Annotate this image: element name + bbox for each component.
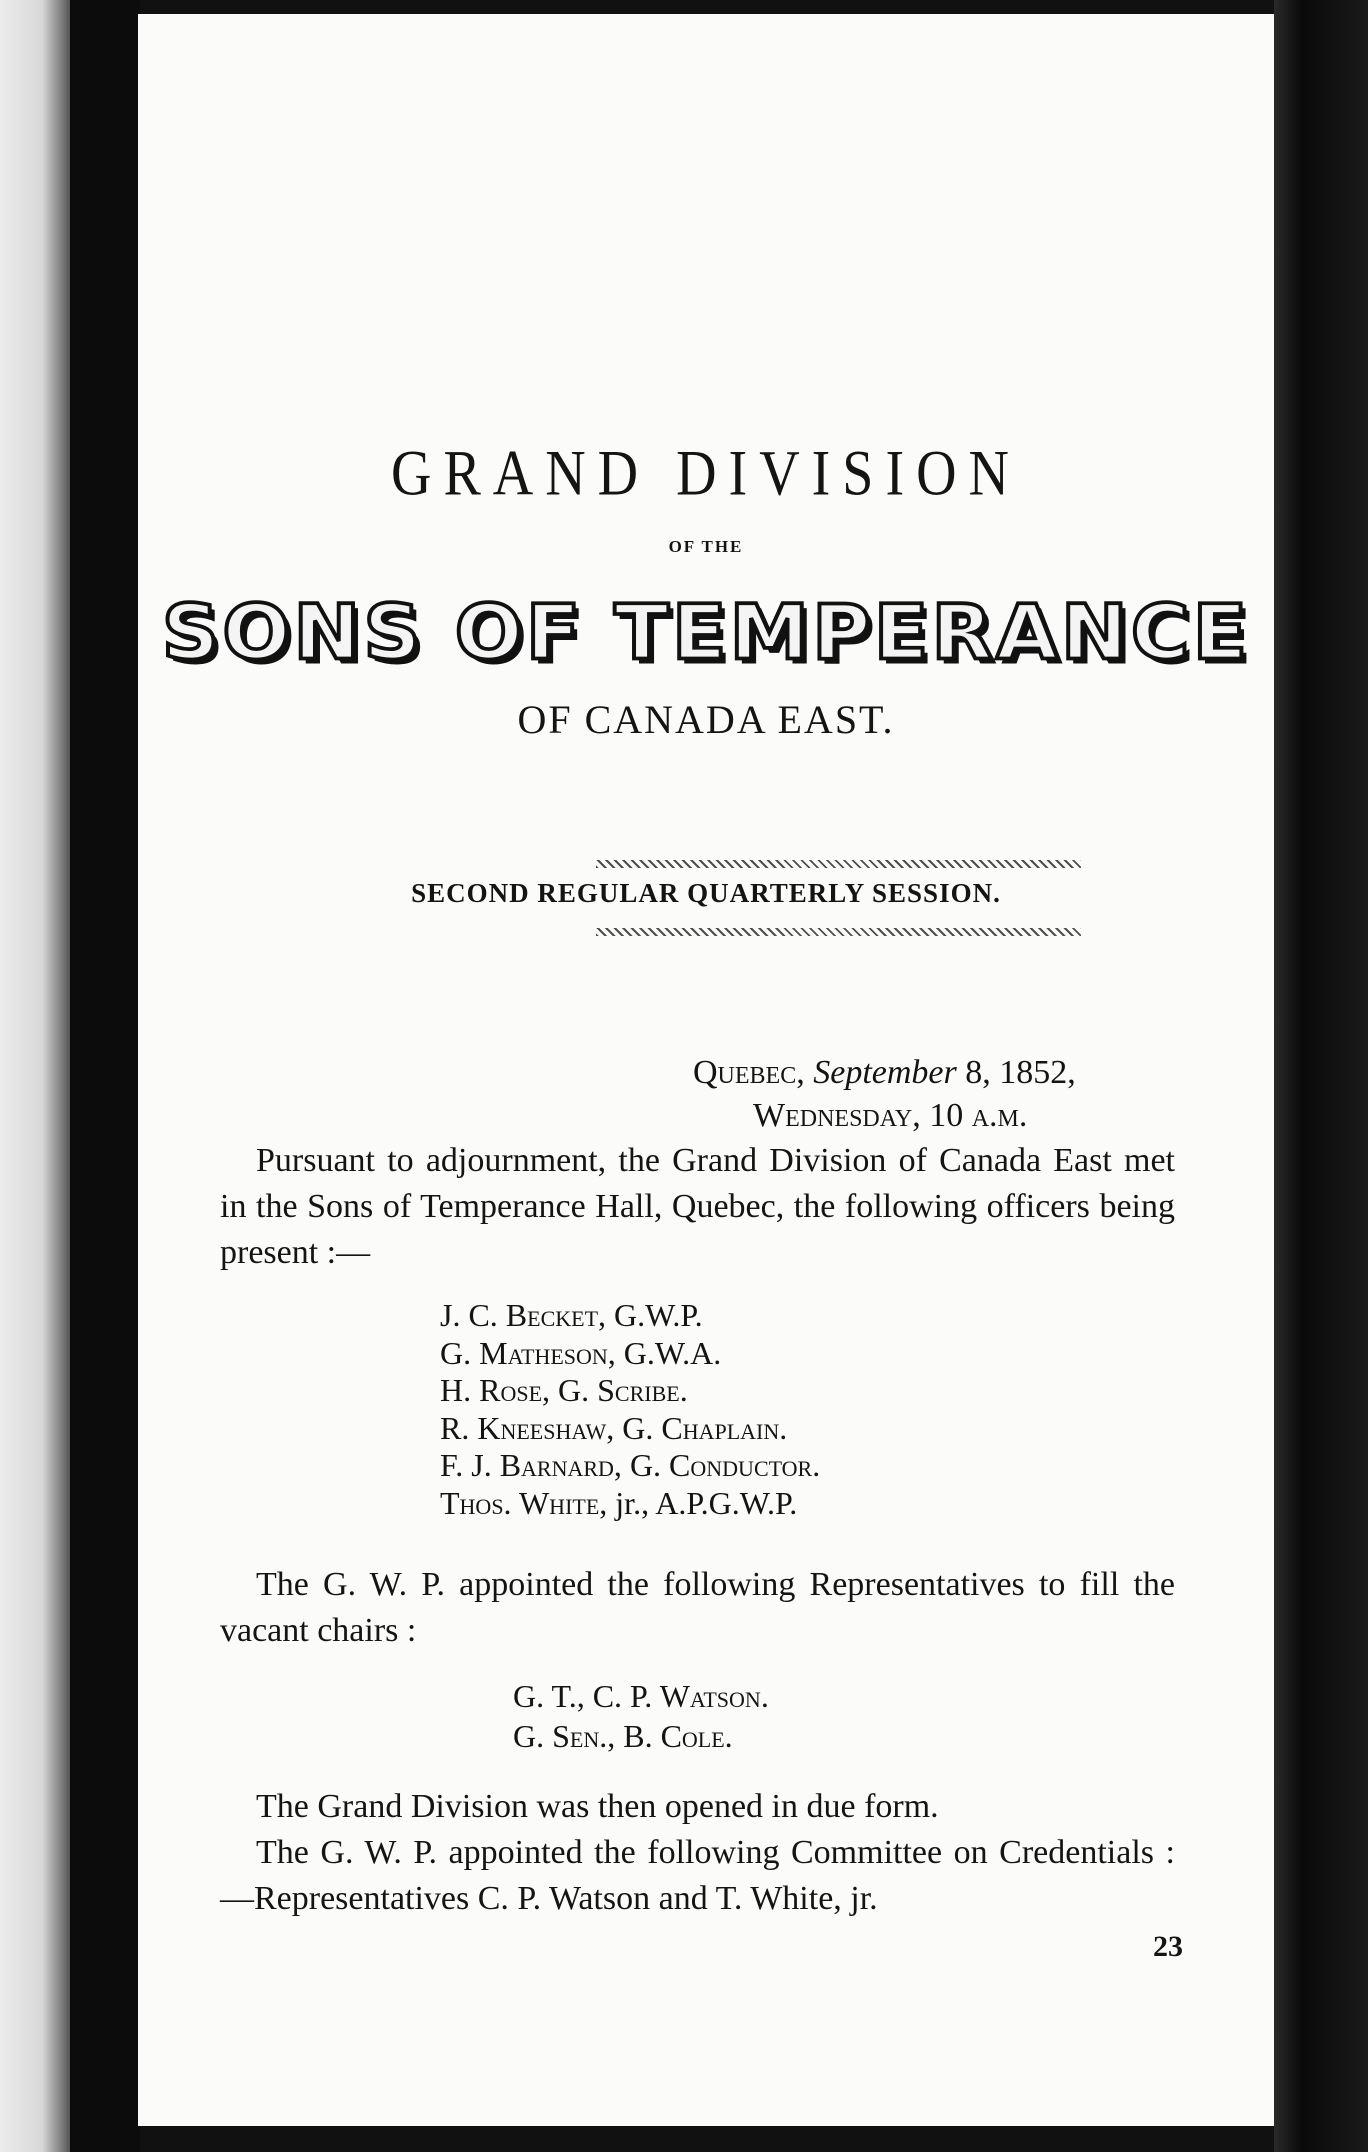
officer-entry (440, 1447, 1140, 1485)
representative-name: B. Cole. (623, 1718, 733, 1754)
heading-of-canada-east: OF CANADA EAST. (517, 697, 895, 742)
officer-name: G. Matheson, (440, 1334, 616, 1371)
officer-title: G. Conductor. (621, 1447, 821, 1483)
officer-name: J. C. Becket, (440, 1297, 607, 1333)
officer-name: Thos. White, (440, 1484, 608, 1521)
session-title: SECOND REGULAR QUARTERLY SESSION. (411, 878, 1001, 908)
officer-entry (440, 1297, 1140, 1335)
officer-entry (440, 1372, 1140, 1410)
facing-page-edge (0, 0, 70, 2152)
paragraph-adjournment: Pursuant to adjournment, the Grand Division of Canada East met in the Sons of Temperance Hall, Quebec, the following officers being present :— (220, 1142, 1175, 1271)
paragraph-opened: The Grand Division was then opened in due form. (256, 1788, 939, 1825)
dateline-place-date (693, 1054, 1253, 1092)
representative-office: G. T., (513, 1678, 593, 1714)
officer-title: G.W.A. (615, 1334, 722, 1371)
officers-list (440, 1297, 1140, 1522)
dateline-month: September (813, 1054, 957, 1091)
heading-of-the: OF THE (668, 537, 744, 556)
representative-office: G. Sen., (513, 1718, 624, 1754)
dateline-weekday-time (753, 1097, 1273, 1135)
representative-entry (513, 1676, 1113, 1716)
officer-name: R. Kneeshaw, (440, 1409, 615, 1446)
officer-title: G.W.P. (606, 1297, 703, 1333)
book-gutter (70, 0, 140, 2152)
representative-name: C. P. Watson. (592, 1678, 769, 1714)
page-border-right (1274, 0, 1368, 2152)
ornamental-rule-top (596, 860, 1081, 868)
officer-entry (440, 1410, 1140, 1448)
officer-title: jr., A.P.G.W.P. (607, 1484, 798, 1521)
heading-sons-of-temperance: SONS OF TEMPERANCE (161, 588, 1251, 677)
representative-entry (513, 1716, 1113, 1756)
officer-name: H. Rose, (440, 1372, 551, 1408)
officer-title: G. Scribe. (550, 1372, 688, 1408)
ornamental-rule-bottom (596, 928, 1081, 936)
paragraph-representatives: The G. W. P. appointed the following Representatives to fill the vacant chairs : (220, 1566, 1175, 1649)
officer-entry (440, 1485, 1140, 1523)
page-number: 23 (1153, 1930, 1183, 1963)
heading-grand-division: GRAND DIVISION (391, 438, 1021, 510)
dateline-day-year: 8, 1852, (956, 1054, 1076, 1091)
document-page (138, 14, 1274, 2126)
dateline-time: 10 a.m. (920, 1097, 1028, 1134)
officer-title: G. Chaplain. (614, 1409, 788, 1446)
representatives-list (513, 1676, 1113, 1756)
officer-name: F. J. Barnard, (440, 1447, 622, 1483)
officer-entry (440, 1335, 1140, 1373)
dateline-weekday: Wednesday, (753, 1097, 921, 1134)
dateline-place: Quebec, (693, 1054, 805, 1091)
paragraph-credentials: The G. W. P. appointed the following Committee on Credentials :—Representatives C. P. Watson and T. White, jr. (220, 1834, 1175, 1917)
